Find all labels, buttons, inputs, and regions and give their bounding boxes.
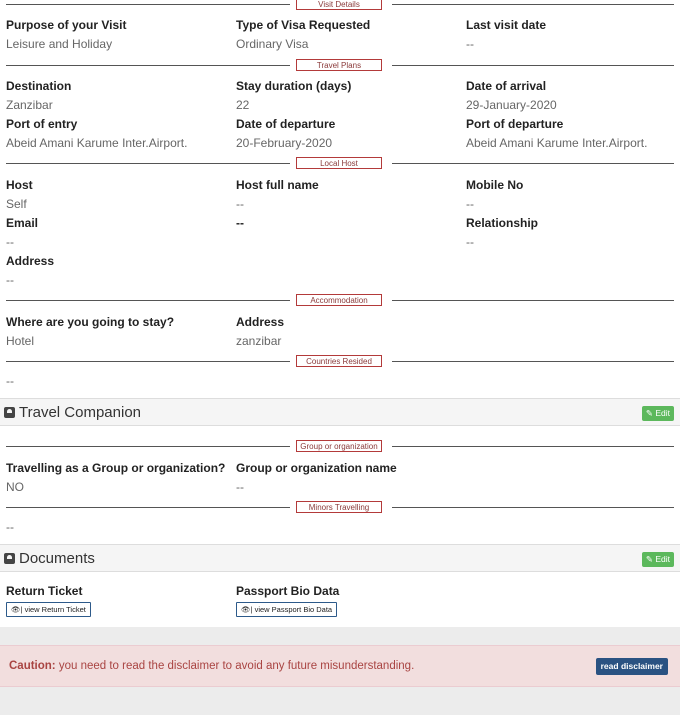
section-tag: Visit Details (296, 0, 382, 10)
purpose-label: Purpose of your Visit (6, 18, 127, 32)
footer-band (0, 687, 680, 715)
read-disclaimer-button[interactable]: read disclaimer (596, 658, 668, 675)
group-value: NO (6, 480, 24, 494)
edit-travel-companion-button[interactable] (642, 406, 674, 421)
port-entry-label: Port of entry (6, 117, 78, 131)
email-mid-value: -- (236, 216, 244, 230)
edit-icon: ✎ (645, 408, 653, 418)
panel-title: Travel Companion (19, 404, 141, 421)
eye-icon: 👁 (11, 605, 21, 614)
return-ticket-label: Return Ticket (6, 584, 83, 598)
purpose-value: Leisure and Holiday (6, 37, 113, 51)
minors-divider (0, 502, 680, 512)
host-name-label: Host full name (236, 178, 319, 192)
arrival-date-label: Date of arrival (466, 79, 547, 93)
relationship-value: -- (466, 235, 474, 249)
section-tag: Minors Travelling (296, 501, 382, 513)
visa-type-value: Ordinary Visa (236, 37, 309, 51)
email-label: Email (6, 216, 39, 230)
port-entry-value: Abeid Amani Karume Inter.Airport. (6, 136, 188, 150)
accommodation-divider (0, 295, 680, 305)
host-address-value: -- (6, 273, 14, 287)
user-icon (4, 407, 15, 418)
last-visit-label: Last visit date (466, 18, 547, 32)
eye-icon: 👁 (241, 605, 251, 614)
arrival-date-value: 29-January-2020 (466, 98, 557, 112)
stay-place-value: Hotel (6, 334, 35, 348)
visa-type-label: Type of Visa Requested (236, 18, 371, 32)
group-divider (0, 441, 680, 451)
edit-documents-button[interactable] (642, 552, 674, 567)
section-tag: Countries Resided (296, 355, 382, 367)
view-return-ticket-button[interactable] (6, 602, 91, 617)
destination-label: Destination (6, 79, 72, 93)
caution-strong: Caution: (9, 660, 56, 672)
minors-value: -- (6, 520, 14, 534)
section-tag: Local Host (296, 157, 382, 169)
countries-resided-value: -- (6, 374, 14, 388)
last-visit-value: -- (466, 37, 474, 51)
departure-date-value: 20-February-2020 (236, 136, 333, 150)
travel-companion-header (0, 398, 680, 426)
port-departure-label: Port of departure (466, 117, 564, 131)
visit-details-divider (0, 0, 680, 9)
travel-plans-divider (0, 60, 680, 70)
email-value: -- (6, 235, 14, 249)
departure-date-label: Date of departure (236, 117, 336, 131)
port-departure-value: Abeid Amani Karume Inter.Airport. (466, 136, 648, 150)
edit-icon: ✎ (645, 554, 653, 564)
stay-duration-value: 22 (236, 98, 250, 112)
stay-duration-label: Stay duration (days) (236, 79, 352, 93)
local-host-divider (0, 158, 680, 168)
spacer-band (0, 627, 680, 645)
host-label: Host (6, 178, 33, 192)
panel-title: Documents (19, 550, 95, 567)
caution-message: you need to read the disclaimer to avoid any future misunderstanding. (55, 660, 415, 672)
button-label: | view Return Ticket (20, 605, 86, 614)
passport-label: Passport Bio Data (236, 584, 340, 598)
view-passport-button[interactable] (236, 602, 337, 617)
relationship-label: Relationship (466, 216, 539, 230)
section-tag: Group or organization (296, 440, 382, 452)
section-tag: Accommodation (296, 294, 382, 306)
caution-alert (0, 645, 680, 687)
mobile-value: -- (466, 197, 474, 211)
section-tag: Travel Plans (296, 59, 382, 71)
caution-text (9, 660, 414, 672)
accommodation-address-label: Address (236, 315, 285, 329)
group-name-value: -- (236, 480, 244, 494)
host-address-label: Address (6, 254, 55, 268)
edit-label: Edit (655, 554, 670, 564)
countries-resided-divider (0, 356, 680, 366)
destination-value: Zanzibar (6, 98, 53, 112)
edit-label: Edit (655, 408, 670, 418)
stay-place-label: Where are you going to stay? (6, 315, 175, 329)
host-value: Self (6, 197, 27, 211)
group-label: Travelling as a Group or organization? (6, 461, 226, 475)
user-icon (4, 553, 15, 564)
accommodation-address-value: zanzibar (236, 334, 282, 348)
host-name-value: -- (236, 197, 244, 211)
button-label: | view Passport Bio Data (250, 605, 333, 614)
documents-header (0, 544, 680, 572)
mobile-label: Mobile No (466, 178, 524, 192)
group-name-label: Group or organization name (236, 461, 397, 475)
